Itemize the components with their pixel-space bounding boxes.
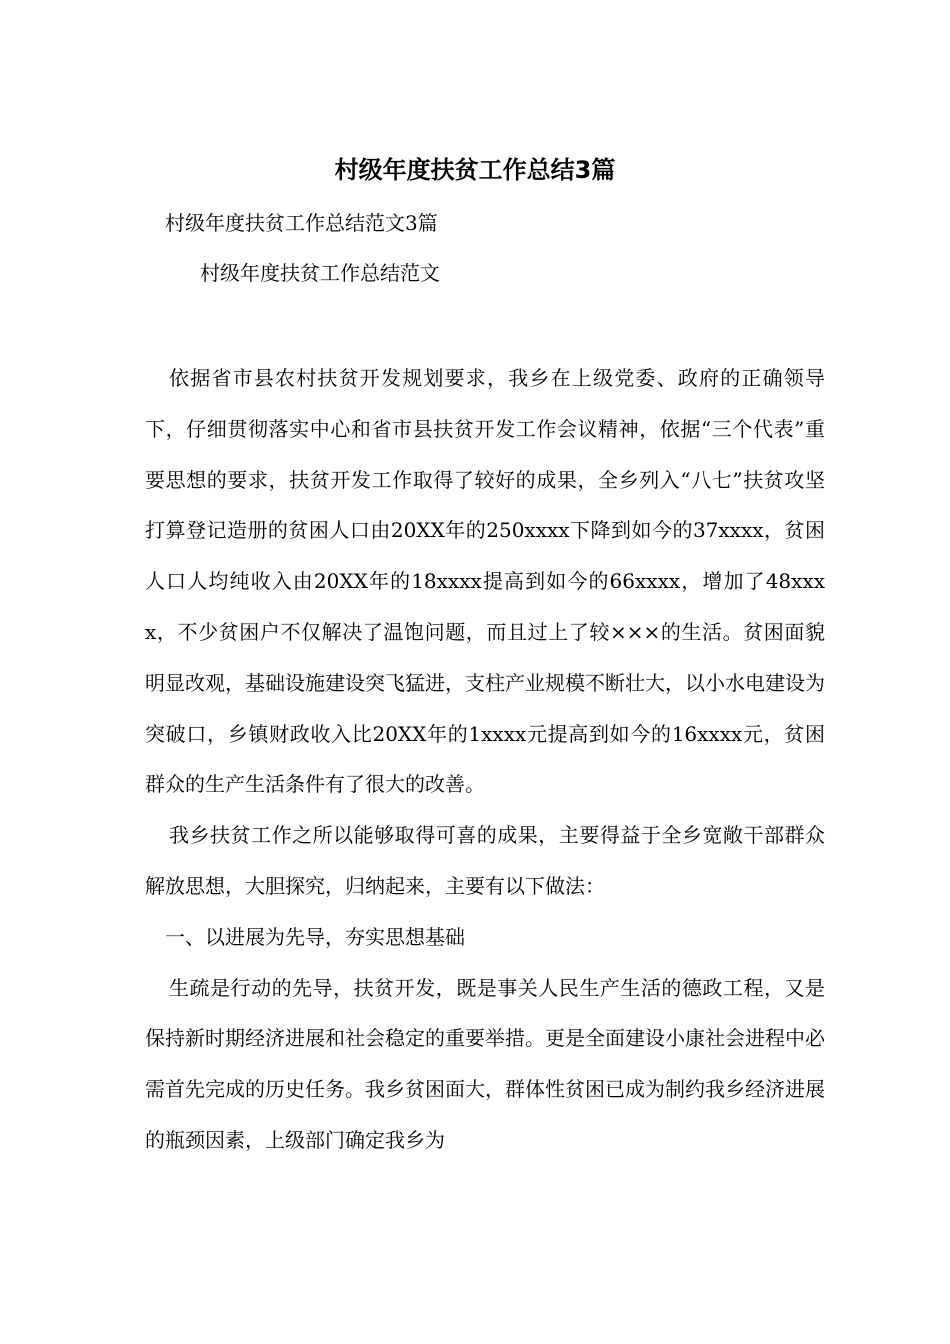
document-title: 村级年度扶贫工作总结3篇 bbox=[334, 156, 616, 184]
paragraph-section-1: 生疏是行动的先导，扶贫开发，既是事关人民生产生活的德政工程，又是保持新时期经济进展和社会稳定的重要举措。更是全面建设小康社会进程中必需首先完成的历史任务。我乡贫困面大，群体性贫困已成为制约我乡经济进展的瓶颈因素，上级部门确定我乡为 bbox=[145, 975, 825, 1152]
paragraph-methods: 我乡扶贫工作之所以能够取得可喜的成果，主要得益于全乡宽敞干部群众解放思想，大胆探究，归纳起来，主要有以下做法： bbox=[145, 823, 825, 898]
document-body bbox=[145, 353, 825, 1166]
paragraph-intro: 依据省市县农村扶贫开发规划要求，我乡在上级党委、政府的正确领导下，仔细贯彻落实中心和省市县扶贫开发工作会议精神，依据“三个代表”重要思想的要求，扶贫开发工作取得了较好的成果，全乡列入“八七”扶贫攻坚打算登记造册的贫困人口由20XX年的250xxxx下降到如今的37xxxx，贫困人口人均纯收入由20XX年的18xxxx提高到如今的66xxxx，增加了48xxxx，不少贫困户不仅解决了温饱问题，而且过上了较×××的生活。贫困面貌明显改观，基础设施建设突飞猛进，支柱产业规模不断壮大，以小水电建设为突破口，乡镇财政收入比20XX年的1xxxx元提高到如今的16xxxx元，贫困群众的生产生活条件有了很大的改善。 bbox=[145, 366, 825, 797]
document-subtitle-secondary: 村级年度扶贫工作总结范文 bbox=[200, 261, 440, 285]
section-heading-1: 一、以进展为先导，夯实思想基础 bbox=[165, 924, 465, 949]
document-subtitle: 村级年度扶贫工作总结范文3篇 bbox=[165, 211, 438, 235]
